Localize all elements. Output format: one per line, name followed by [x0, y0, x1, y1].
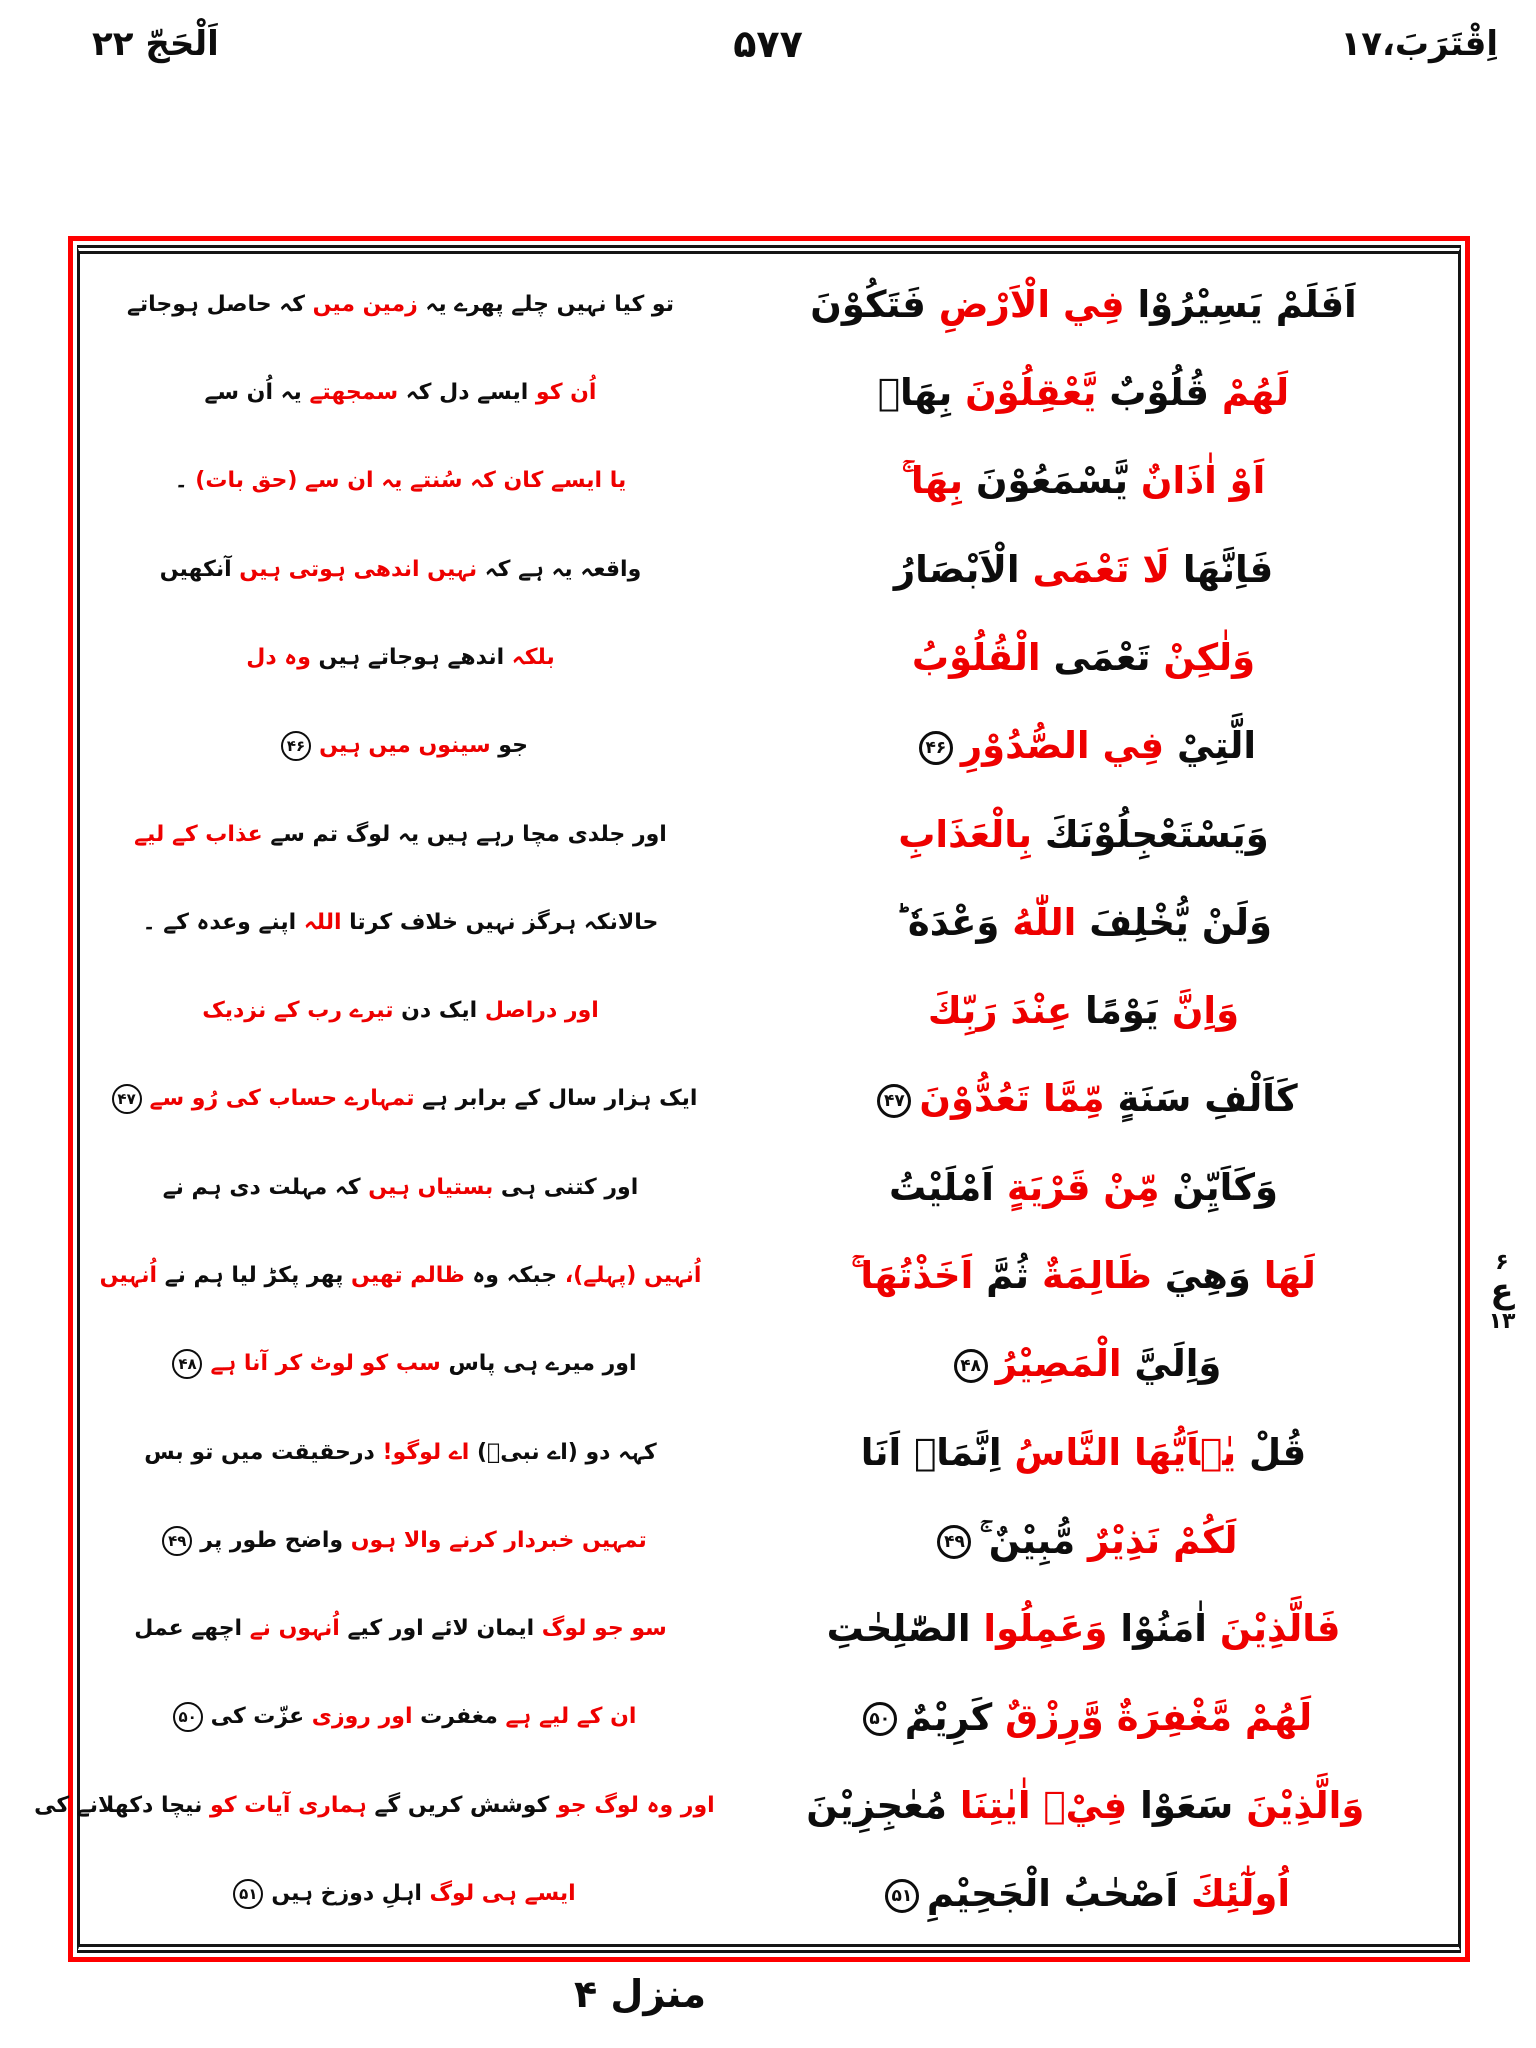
- verse-number-badge: ۴۸: [954, 1349, 988, 1383]
- text-segment: سَعَوْا: [1127, 1783, 1234, 1827]
- text-segment: اُنہوں نے: [242, 1616, 340, 1642]
- verse-row: [90, 1055, 1448, 1143]
- text-segment: وَيَسْتَعْجِلُوْنَكَ: [1032, 812, 1269, 856]
- urdu-translation-text: [90, 731, 711, 761]
- urdu-translation-text: [90, 822, 711, 847]
- urdu-translation-text: [90, 1175, 711, 1200]
- text-segment: درحقیقت میں تو بس: [144, 1439, 375, 1465]
- arabic-verse-text: [715, 1784, 1448, 1827]
- verse-row: [90, 1673, 1448, 1761]
- text-segment: تو کیا نہیں چلے پھرے یہ: [417, 291, 674, 317]
- arabic-verse-text: [711, 1607, 1448, 1650]
- text-segment: وَاِلَيَّ: [1121, 1342, 1222, 1386]
- text-segment: اچھے عمل: [134, 1616, 243, 1642]
- inner-black-border: [34, 245, 1461, 1953]
- verse-number-badge: ۵۱: [885, 1879, 919, 1913]
- text-segment: جو: [490, 732, 528, 758]
- text-segment: کہ حاصل ہوجاتے: [127, 291, 305, 317]
- text-segment: آنکھیں: [159, 556, 232, 582]
- text-segment: اہلِ دوزخ ہیں: [271, 1880, 422, 1906]
- arabic-verse-text: [711, 1872, 1448, 1915]
- verse-number-badge: ۵۱: [233, 1879, 263, 1909]
- arabic-verse-text: [711, 1519, 1448, 1563]
- text-segment: سمجھتے: [301, 379, 399, 405]
- arabic-verse-text: [711, 459, 1448, 503]
- arabic-verse-text: [711, 636, 1448, 679]
- urdu-translation-text: [90, 1526, 711, 1556]
- text-segment: لَهُمْ: [1208, 370, 1290, 414]
- text-segment: عزّت کی: [210, 1704, 305, 1730]
- text-segment: كَرِيْمٌ: [904, 1695, 993, 1739]
- text-segment: فَتَكُوْنَ: [810, 282, 926, 326]
- verse-row: [90, 260, 1448, 348]
- text-segment: وَكَاَيِّنْ: [1159, 1165, 1278, 1209]
- text-segment: اُنہیں (پہلے)،: [557, 1263, 702, 1289]
- verse-number-badge: ۵۰: [863, 1702, 897, 1736]
- verse-number-badge: ۴۶: [919, 731, 953, 765]
- text-segment: وہ دل: [246, 644, 311, 670]
- manzil-footer: منزل ۴: [573, 1972, 707, 2016]
- text-segment: تَعْمَى: [1040, 635, 1151, 679]
- urdu-translation-text: [90, 910, 711, 935]
- urdu-translation-text: [90, 1263, 711, 1288]
- verse-number-badge: ۴۷: [877, 1084, 911, 1118]
- verse-row: [90, 1850, 1448, 1938]
- text-segment: اِنَّمَاۤ اَنَا: [860, 1430, 1002, 1474]
- verse-row: [34, 1761, 1448, 1849]
- text-segment: عِنْدَ رَبِّكَ: [927, 989, 1073, 1033]
- urdu-translation-text: [90, 1702, 711, 1732]
- text-segment: يَوْمًا: [1072, 989, 1159, 1033]
- urdu-translation-text: [90, 1349, 711, 1379]
- text-segment: ثُمَّ: [973, 1253, 1030, 1297]
- verse-row: [90, 1320, 1448, 1408]
- text-segment: بِهَا: [901, 458, 964, 502]
- urdu-translation-text: [34, 1792, 715, 1818]
- text-segment: قُلُوْبٌ: [1096, 370, 1209, 414]
- juz-label: اِقْتَرَبَ،۱۷: [1340, 24, 1498, 64]
- verse-row: [90, 1408, 1448, 1496]
- urdu-translation-text: [90, 468, 711, 493]
- text-segment: قُلْ: [1236, 1430, 1307, 1474]
- urdu-translation-text: [90, 1084, 711, 1114]
- ruku-ain-symbol: ع: [1490, 1271, 1514, 1311]
- text-segment: وَهِيَ: [1151, 1253, 1251, 1297]
- verse-row: [90, 525, 1448, 613]
- text-segment: سب کو لوٹ کر آنا ہے: [210, 1350, 441, 1376]
- text-segment: یہ اُن سے: [204, 379, 302, 405]
- text-segment: تمہارے حساب کی رُو سے: [149, 1085, 415, 1111]
- text-segment: يٰۤاَيُّهَا النَّاسُ: [1001, 1430, 1237, 1474]
- text-segment: بستیاں ہیں: [360, 1174, 494, 1200]
- verse-row: [90, 613, 1448, 701]
- text-segment: الْقُلُوْبُ: [911, 635, 1041, 679]
- verse-row: [90, 437, 1448, 525]
- text-segment: اَوْ اٰذَانٌ: [1127, 458, 1266, 502]
- text-segment: ظالم تھیں: [343, 1263, 465, 1289]
- text-segment: سو جو لوگ: [534, 1616, 667, 1642]
- arabic-verse-text: [711, 1696, 1448, 1739]
- text-segment: اُن کو: [528, 379, 597, 405]
- text-segment: لَا تَعْمَى: [1019, 547, 1170, 591]
- text-segment: وَاِنَّ: [1158, 989, 1240, 1033]
- arabic-verse-text: [711, 1077, 1448, 1120]
- urdu-translation-text: [90, 292, 711, 317]
- arabic-verse-text: [711, 724, 1448, 767]
- outer-red-border: [34, 236, 1470, 1962]
- text-segment: اور جلدی مچا رہے ہیں یہ لوگ تم سے: [262, 821, 667, 847]
- text-segment: مُعٰجِزِيْنَ: [806, 1783, 947, 1827]
- urdu-translation-text: [90, 1440, 711, 1465]
- text-segment: ایسے دل کہ: [398, 379, 529, 405]
- verse-row: [90, 348, 1448, 436]
- text-segment: اور میرے ہی پاس: [440, 1350, 637, 1376]
- ruku-number-top: ۶: [1495, 1250, 1509, 1275]
- arabic-verse-text: [711, 1342, 1448, 1385]
- urdu-translation-text: [90, 557, 711, 582]
- text-segment: ظَالِمَةٌ: [1029, 1253, 1152, 1297]
- text-segment: واقعہ یہ ہے کہ: [477, 556, 642, 582]
- text-segment: کوشش کریں گے: [366, 1792, 550, 1818]
- urdu-translation-text: [90, 998, 711, 1023]
- verse-number-badge: ۴۶: [281, 731, 311, 761]
- text-segment: تمہیں خبردار کرنے والا ہوں: [343, 1527, 647, 1553]
- verses: [34, 260, 1448, 1938]
- text-segment: اور روزی: [304, 1704, 413, 1730]
- text-segment: بِالْعَذَابِ: [898, 812, 1033, 856]
- text-segment: اور کتنی ہی: [493, 1174, 639, 1200]
- verse-row: [90, 878, 1448, 966]
- text-segment: اَمْلَيْتُ: [889, 1165, 994, 1209]
- urdu-translation-text: [90, 645, 711, 670]
- arabic-verse-text: [711, 901, 1448, 944]
- text-segment: وَعَمِلُوا: [970, 1607, 1108, 1651]
- text-segment: ۔: [174, 468, 188, 494]
- text-segment: ان کے لیے ہے: [497, 1704, 637, 1730]
- text-segment: اللہ: [296, 909, 342, 935]
- arabic-verse-text: [711, 1431, 1448, 1474]
- text-segment: اے لوگو!: [374, 1439, 470, 1465]
- ruku-margin-marker: [1474, 1252, 1530, 1334]
- text-segment: کہہ دو (اے نبیؐ): [469, 1439, 657, 1465]
- text-segment: اپنے وعدہ کے ۔: [142, 909, 297, 935]
- arabic-verse-text: [711, 371, 1448, 414]
- text-segment: لَكُمْ نَذِيْرٌ: [1075, 1518, 1238, 1562]
- verse-number-badge: ۴۷: [112, 1084, 142, 1114]
- verse-row: [90, 967, 1448, 1055]
- text-segment: وَعْدَهٗ ؕ: [894, 900, 1000, 944]
- text-segment: ایک ہزار سال کے برابر ہے: [414, 1085, 698, 1111]
- urdu-translation-text: [90, 1879, 711, 1909]
- text-segment: ہماری آیات کو: [202, 1792, 367, 1818]
- verse-row: [90, 1143, 1448, 1231]
- text-segment: عذاب کے لیے: [134, 821, 263, 847]
- arabic-verse-text: [711, 989, 1448, 1032]
- text-segment: اور وہ لوگ جو: [549, 1792, 715, 1818]
- text-segment: لَهُمْ مَّغْفِرَةٌ وَّرِزْقٌ: [992, 1695, 1313, 1739]
- text-segment: اندھے ہوجاتے ہیں: [310, 644, 505, 670]
- page-header: [0, 14, 1536, 84]
- text-segment: لَهَا: [1250, 1253, 1316, 1297]
- text-segment: نہیں اندھی ہوتی ہیں: [231, 556, 478, 582]
- text-segment: الَّتِيْ: [1164, 724, 1257, 768]
- verse-number-badge: ۴۹: [937, 1525, 971, 1559]
- text-segment: اَفَلَمْ يَسِيْرُوْا: [1124, 282, 1357, 326]
- text-segment: فَاِنَّهَا: [1169, 547, 1274, 591]
- text-segment: ایسے ہی لوگ: [421, 1880, 576, 1906]
- text-segment: تیرے رب کے نزدیک: [202, 998, 394, 1024]
- text-segment: جبکہ وہ: [464, 1263, 558, 1289]
- text-segment: مغفرت: [412, 1704, 498, 1730]
- urdu-translation-text: [90, 380, 711, 405]
- text-segment: کہ مہلت دی ہم نے: [162, 1174, 361, 1200]
- text-segment: اَخَذْتُهَا: [851, 1253, 974, 1297]
- verse-row: [90, 790, 1448, 878]
- verse-row: [90, 1496, 1448, 1584]
- page-number: ۵۷۷: [733, 22, 803, 66]
- text-segment: مُّبِيْنٌ ۚ: [979, 1518, 1076, 1562]
- arabic-verse-text: [711, 283, 1448, 326]
- text-segment: وَالَّذِيْنَ: [1233, 1783, 1365, 1827]
- text-segment: وَلَنْ يُّخْلِفَ: [1076, 900, 1273, 944]
- text-segment: مِّنْ قَرْيَةٍ: [993, 1165, 1160, 1209]
- text-segment: واضح طور پر: [200, 1527, 344, 1553]
- text-segment: اُنہیں: [99, 1263, 158, 1289]
- text-segment: سینوں میں ہیں: [319, 732, 491, 758]
- text-segment: فَالَّذِيْنَ: [1206, 1607, 1341, 1651]
- text-segment: وَلٰكِنْ: [1150, 635, 1256, 679]
- text-segment: حالانکہ ہرگز نہیں خلاف کرتا: [341, 909, 659, 935]
- verse-row: [90, 1585, 1448, 1673]
- text-segment: اللّٰهُ: [999, 900, 1077, 944]
- arabic-verse-text: [711, 1254, 1448, 1298]
- text-segment: اُولٰٓئِكَ: [1178, 1872, 1291, 1916]
- text-segment: اور دراصل: [477, 998, 599, 1024]
- urdu-translation-text: [90, 1616, 711, 1641]
- text-segment: پھر پکڑ لیا ہم نے: [157, 1263, 344, 1289]
- text-segment: اَصْحٰبُ الْجَحِيْمِ: [926, 1872, 1179, 1916]
- text-segment: الْاَبْصَارُ: [893, 547, 1020, 591]
- arabic-verse-text: [711, 813, 1448, 856]
- text-segment: بِهَاۤ: [877, 370, 953, 414]
- text-segment: الصّٰلِحٰتِ: [826, 1607, 971, 1651]
- text-segment: ایمان لائے اور کیے: [339, 1616, 535, 1642]
- text-segment: ایک دن: [393, 998, 478, 1024]
- text-segment: فِيْۤ اٰيٰتِنَا: [946, 1783, 1128, 1827]
- text-segment: الْمَصِيْرُ: [995, 1342, 1122, 1386]
- text-segment: مِّمَّا تَعُدُّوْنَ: [919, 1077, 1105, 1121]
- text-segment: يَّعْقِلُوْنَ: [952, 370, 1097, 414]
- surah-label: اَلْحَجّ ۲۲: [92, 24, 219, 64]
- text-segment: فِي الْاَرْضِ: [925, 282, 1125, 326]
- text-segment: زمین میں: [304, 291, 418, 317]
- arabic-verse-text: [711, 548, 1448, 591]
- verse-number-badge: ۴۹: [162, 1526, 192, 1556]
- text-segment: یا ایسے کان کہ سُنتے یہ ان سے (حق بات): [187, 468, 627, 494]
- text-segment: بلکہ: [504, 644, 555, 670]
- ruku-number-bottom: ۱۳: [1488, 1308, 1516, 1334]
- verse-number-badge: ۴۸: [172, 1349, 202, 1379]
- text-segment: يَّسْمَعُوْنَ: [963, 458, 1128, 502]
- verse-row: [90, 1231, 1448, 1319]
- text-segment: اٰمَنُوْا: [1107, 1607, 1207, 1651]
- text-segment: كَاَلْفِ سَنَةٍ: [1104, 1077, 1298, 1121]
- arabic-verse-text: [711, 1166, 1448, 1209]
- verse-row: [90, 702, 1448, 790]
- verse-number-badge: ۵۰: [173, 1702, 203, 1732]
- text-segment: فِي الصُّدُوْرِ: [960, 724, 1165, 768]
- text-segment: نیچا دکھلانے کی: [34, 1792, 203, 1818]
